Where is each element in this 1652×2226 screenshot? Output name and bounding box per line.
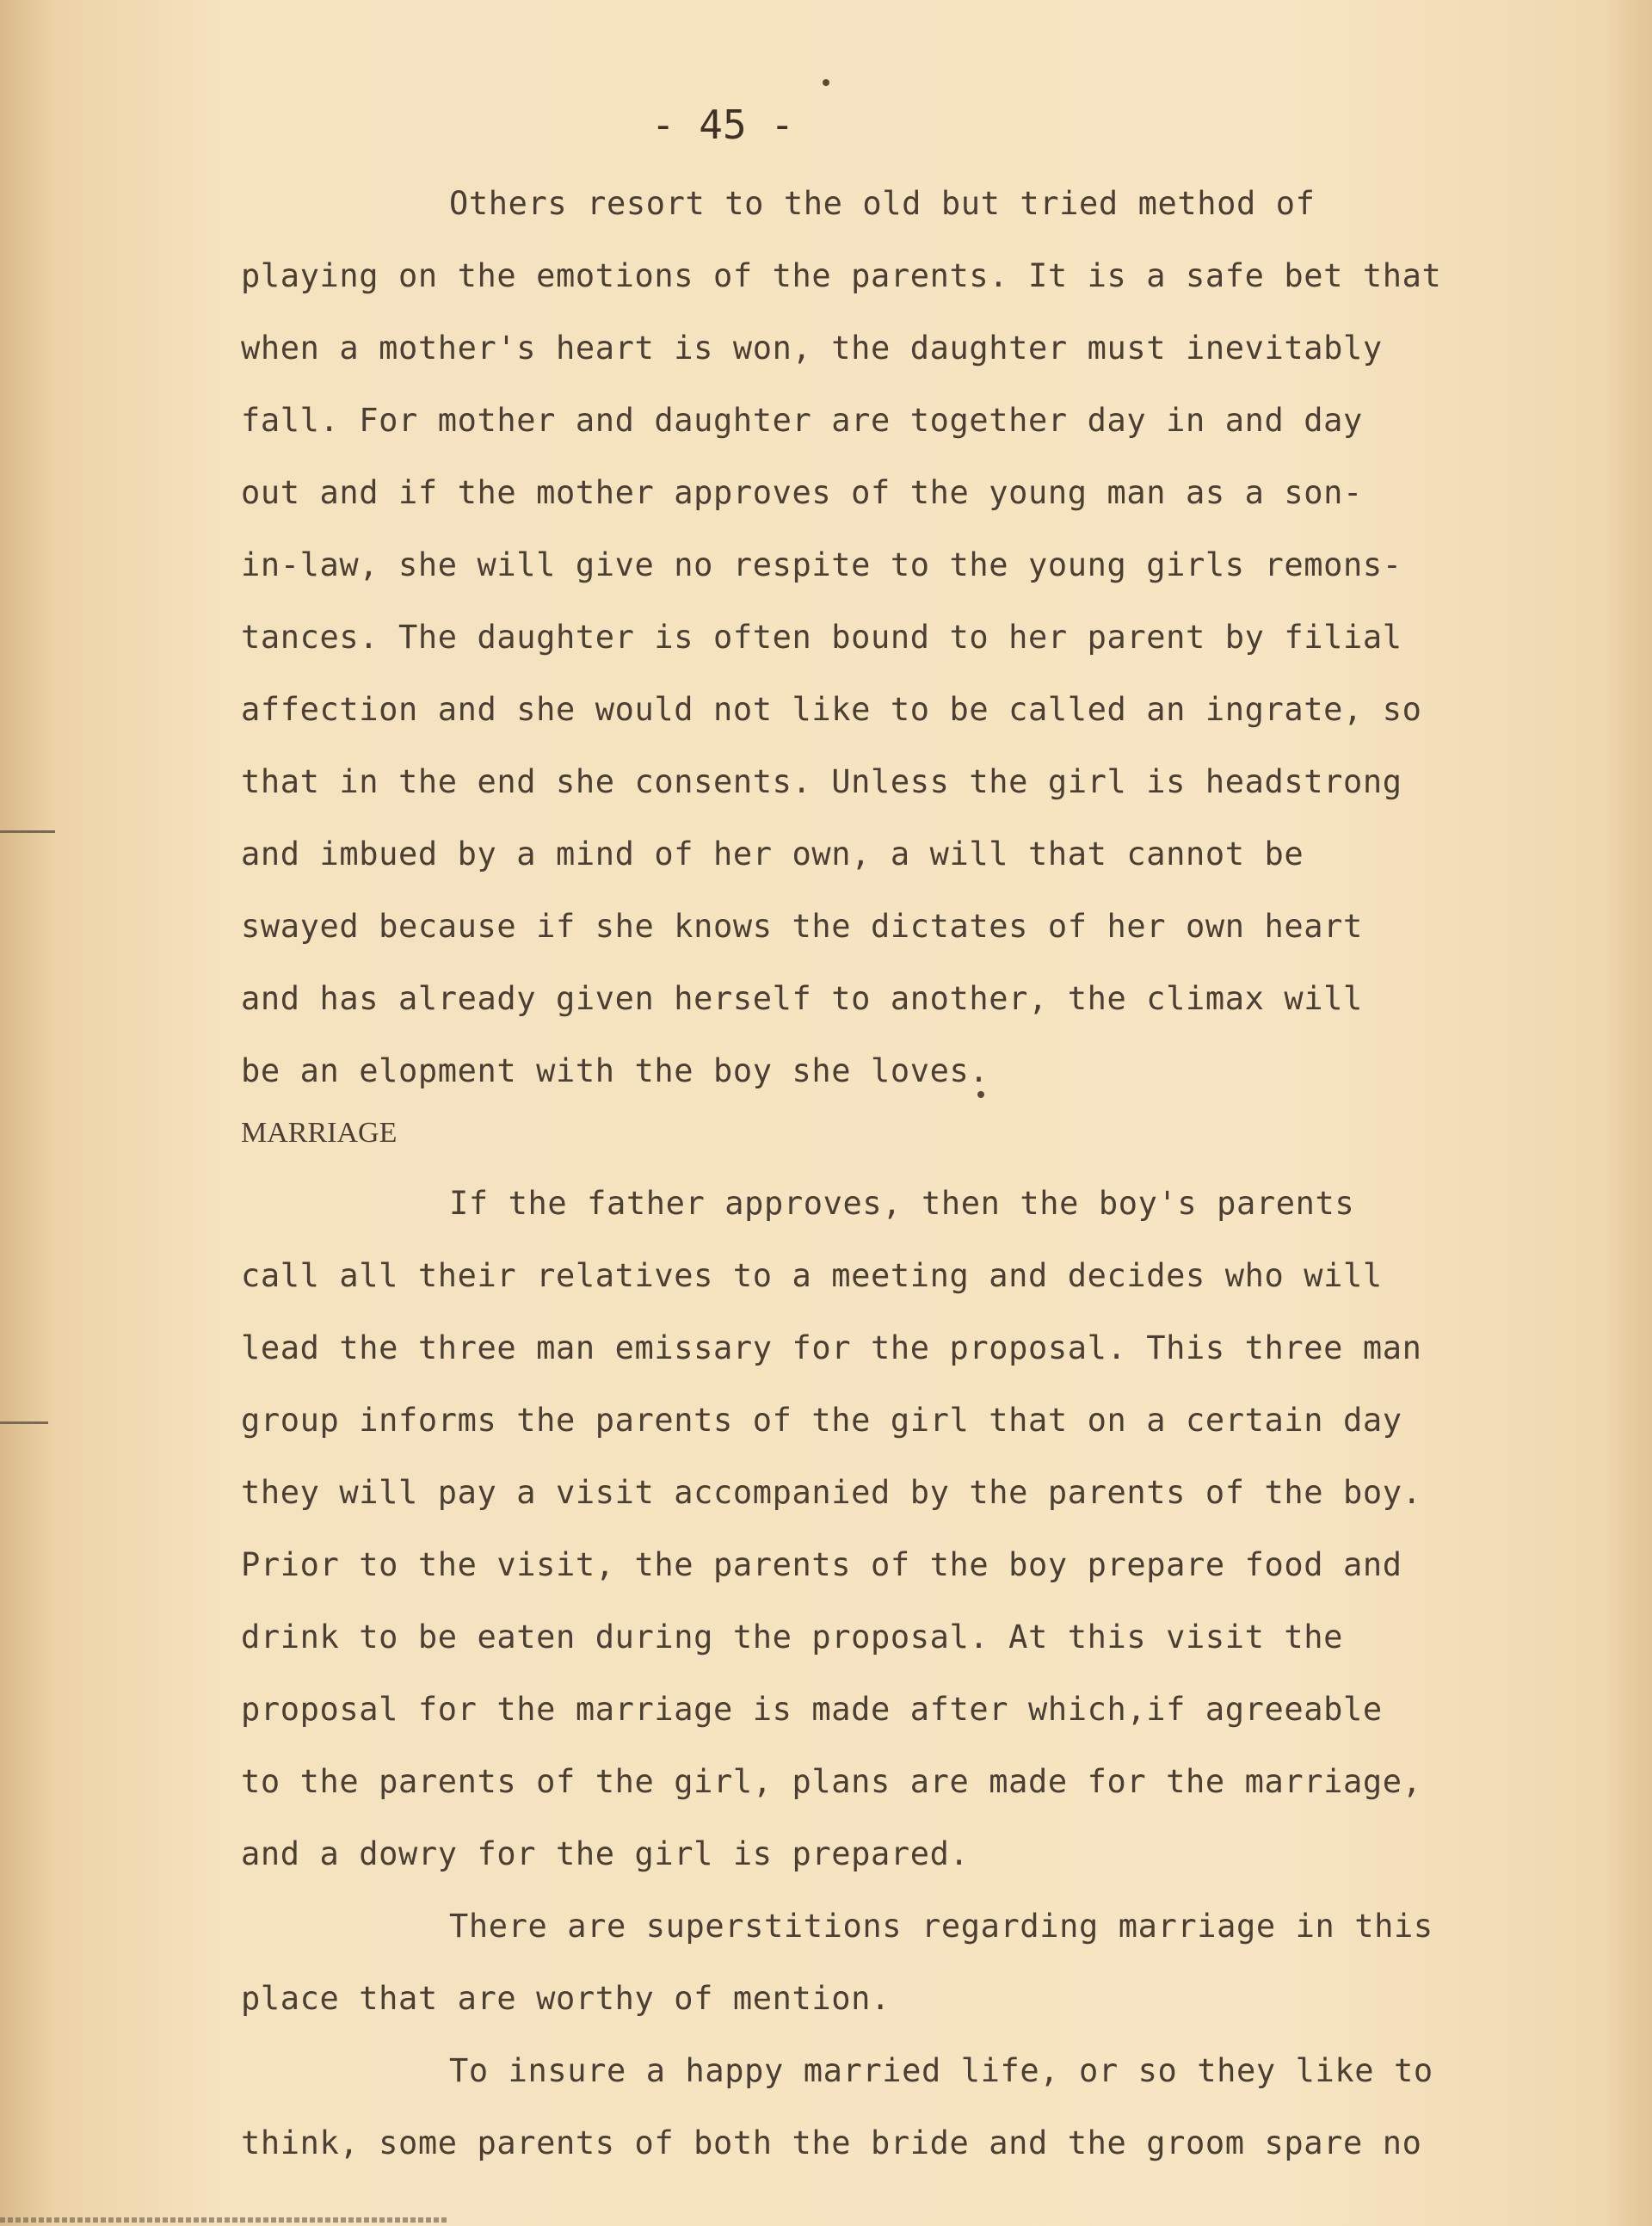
text-line: out and if the mother approves of the young man as a son- (241, 474, 1363, 511)
text-line: If the father approves, then the boy's parents (449, 1185, 1355, 1222)
section-heading: MARRIAGE (241, 1117, 398, 1149)
text-line: proposal for the marriage is made after which,if agreeable (241, 1691, 1383, 1728)
scan-footer-strip (0, 2217, 447, 2223)
text-line: There are superstitions regarding marriage in this (449, 1908, 1433, 1945)
text-line: call all their relatives to a meeting and decides who will (241, 1257, 1383, 1294)
text-line: and has already given herself to another, the climax will (241, 980, 1363, 1017)
text-line: affection and she would not like to be called an ingrate, so (241, 691, 1422, 728)
text-line: when a mother's heart is won, the daughter must inevitably (241, 330, 1383, 367)
text-line: to the parents of the girl, plans are made for the marriage, (241, 1763, 1422, 1800)
text-line: fall. For mother and daughter are together day in and day (241, 402, 1363, 439)
ink-speck (977, 1091, 984, 1098)
text-line: drink to be eaten during the proposal. At this visit the (241, 1619, 1344, 1656)
page-number: - 45 - (650, 102, 795, 148)
text-line: place that are worthy of mention. (241, 1980, 891, 2017)
text-line: Prior to the visit, the parents of the boy prepare food and (241, 1546, 1402, 1583)
text-line: Others resort to the old but tried method of (449, 185, 1316, 222)
binding-mark (0, 830, 55, 833)
binding-mark (0, 1421, 48, 1424)
ink-speck (823, 79, 829, 86)
text-line: tances. The daughter is often bound to her parent by filial (241, 619, 1402, 656)
text-line: and imbued by a mind of her own, a will that cannot be (241, 836, 1304, 873)
text-line: be an elopment with the boy she loves. (241, 1052, 989, 1089)
text-line: lead the three man emissary for the proposal. This three man (241, 1329, 1422, 1366)
text-line: think, some parents of both the bride and the groom spare no (241, 2124, 1422, 2161)
text-line: group informs the parents of the girl that on a certain day (241, 1402, 1402, 1439)
text-line: playing on the emotions of the parents. It is a safe bet that (241, 257, 1442, 294)
text-line: and a dowry for the girl is prepared. (241, 1835, 970, 1872)
text-line: To insure a happy married life, or so they like to (449, 2052, 1433, 2089)
text-line: that in the end she consents. Unless the girl is headstrong (241, 763, 1402, 800)
text-line: swayed because if she knows the dictates of her own heart (241, 908, 1363, 945)
text-line: in-law, she will give no respite to the young girls remons- (241, 546, 1402, 583)
text-line: they will pay a visit accompanied by the parents of the boy. (241, 1474, 1422, 1511)
